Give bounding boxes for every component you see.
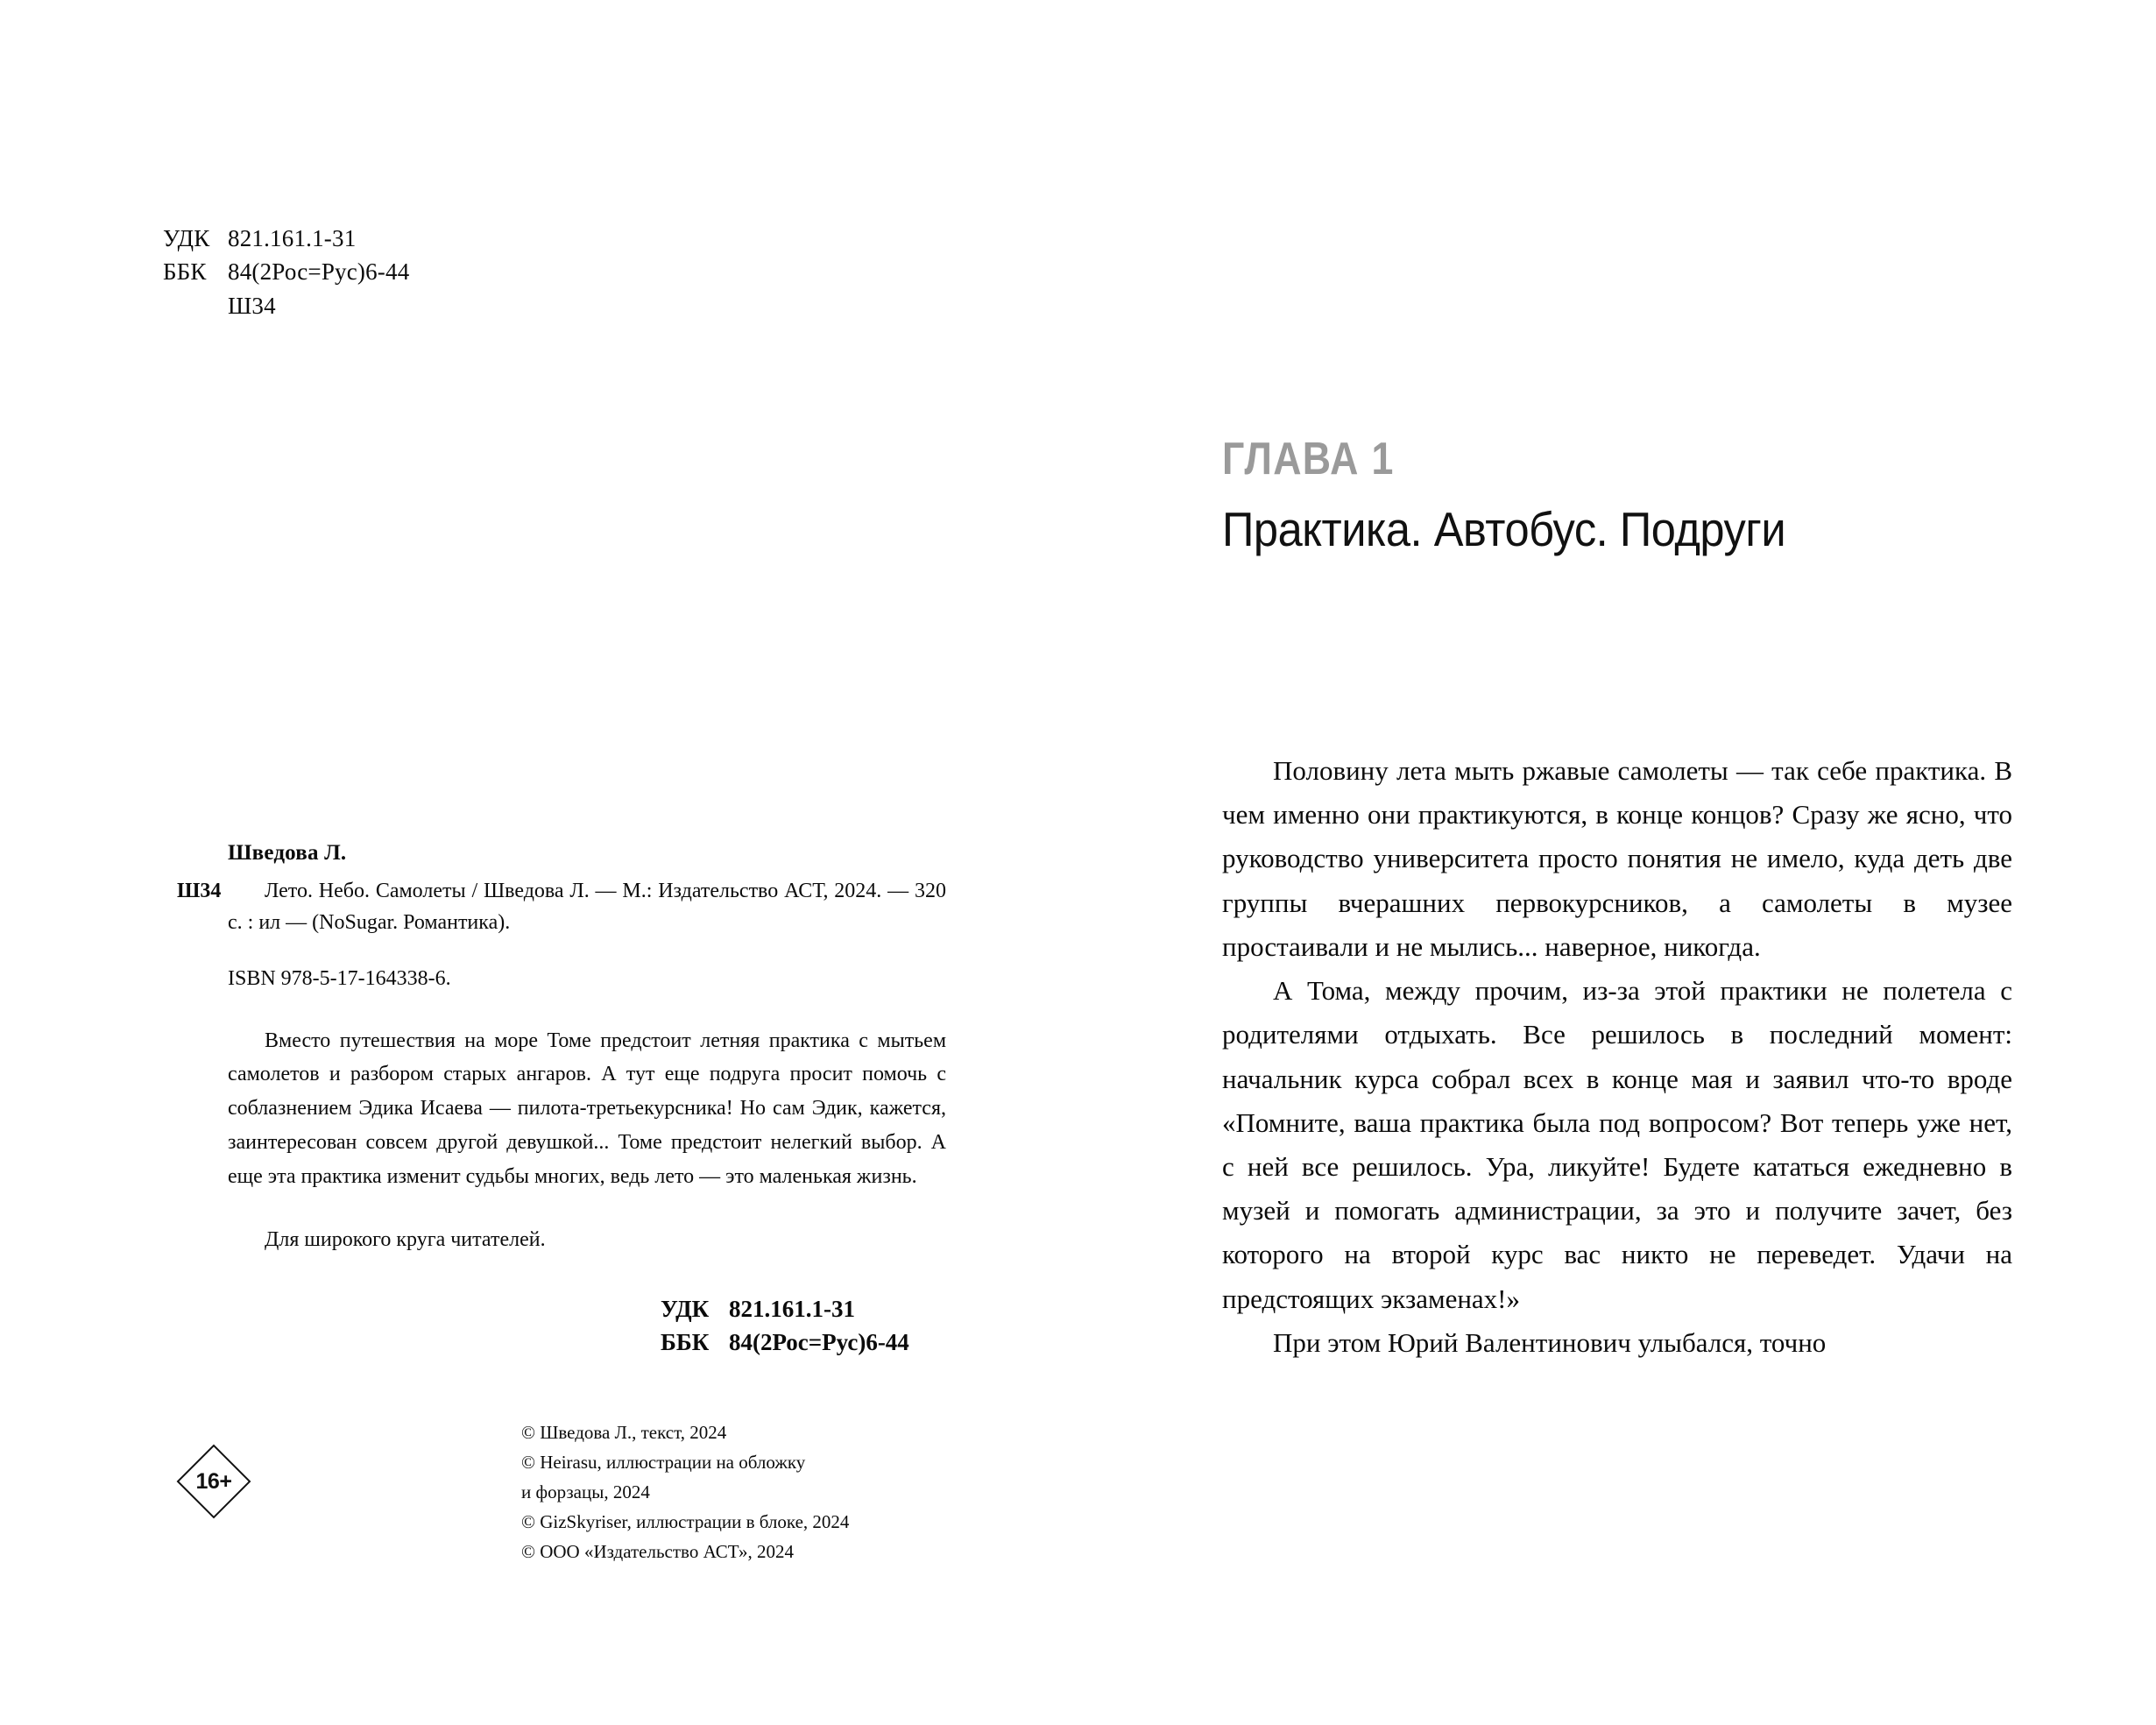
age-rating-badge [178, 1446, 250, 1517]
cip-entry [177, 875, 946, 938]
copyright-line: © ООО «Издательство АСТ», 2024 [521, 1541, 794, 1563]
cip-author: Шведова Л. [228, 841, 347, 865]
bbk-label-bottom: ББК [661, 1329, 710, 1356]
bbk-row-top [163, 255, 409, 288]
copyright-block [521, 1417, 849, 1566]
cip-shelf-mark: Ш34 [177, 879, 222, 902]
classification-codes-bottom [661, 1292, 909, 1360]
chapter-heading [1222, 435, 2011, 555]
body-paragraph: Половину лета мыть ржавые самолеты — так себе практика. В чем именно они практикуются, в конце концов? Сразу же ясно, что руководство университета просто понятия не имело, куда деть две группы вчерашних первокурсников, а самолеты в музее простаивали и не мылись... наверное, никогда. [1222, 755, 2012, 962]
copyright-line: и форзацы, 2024 [521, 1481, 650, 1503]
udk-row-top [163, 222, 409, 255]
bbk-value-top: 84(2Рос=Рус)6-44 [228, 258, 410, 286]
body-paragraph: При этом Юрий Валентинович улыбался, точно [1273, 1326, 1827, 1358]
udk-label-bottom: УДК [661, 1296, 710, 1322]
classification-codes-top [163, 222, 409, 322]
target-audience: Для широкого круга читателей. [265, 1227, 546, 1251]
copyright-line: © Heirasu, иллюстрации на обложку [521, 1452, 806, 1474]
chapter-body-text [1222, 749, 2012, 1365]
bbk-label-top: ББК [163, 258, 207, 286]
book-annotation: Вместо путешествия на море Томе предстоит летняя практика с мытьем самолетов и разбором старых ангаров. А тут еще подруга просит помочь с соблазнением Эдика Исаева — пилота-третьекурсника! Но сам Эдик, кажется, заинтересован совсем другой девушкой... Томе предстоит нелегкий выбор. А еще эта практика изменит судьбы многих, ведь лето — это маленькая жизнь. [228, 1029, 946, 1188]
cip-entry-text: Лето. Небо. Самолеты / Шведова Л. — М.: Издательство АСТ, 2024. — 320 с. : ил — (NoSugar. Романтика). [228, 879, 946, 934]
right-page-chapter-opener [1078, 0, 2156, 1725]
body-paragraph: А Тома, между прочим, из-за этой практики не полетела с родителями отдыхать. Все решилось в последний момент: начальник курса собрал всех в конце мая и заявил что-то вроде «Помните, ваша практика была под вопросом? Вот теперь уже нет, с ней все решилось. Ура, ликуйте! Будете кататься ежедневно в музей и помогать администрации, за это и получите зачет, без которого на второй курс вас никто не переведет. Удачи на предстоящих экзаменах!» [1222, 975, 2012, 1314]
udk-row-bottom [661, 1292, 909, 1326]
cip-record [177, 837, 946, 1255]
copyright-line: © Шведова Л., текст, 2024 [521, 1422, 727, 1443]
age-rating-label: 16+ [195, 1468, 232, 1494]
udk-value-top: 821.161.1-31 [228, 225, 357, 251]
bbk-row-bottom [661, 1326, 909, 1359]
udk-value-bottom: 821.161.1-31 [729, 1296, 855, 1322]
shelf-mark-top: Ш34 [228, 292, 276, 319]
chapter-number: ГЛАВА 1 [1222, 434, 1395, 484]
copyright-line: © GizSkyriser, иллюстрации в блоке, 2024 [521, 1511, 850, 1533]
chapter-title: Практика. Автобус. Подруги [1222, 501, 1786, 556]
udk-label-top: УДК [163, 225, 210, 251]
isbn: ISBN 978-5-17-164338-6. [228, 966, 451, 990]
bbk-value-bottom: 84(2Рос=Рус)6-44 [729, 1329, 909, 1356]
